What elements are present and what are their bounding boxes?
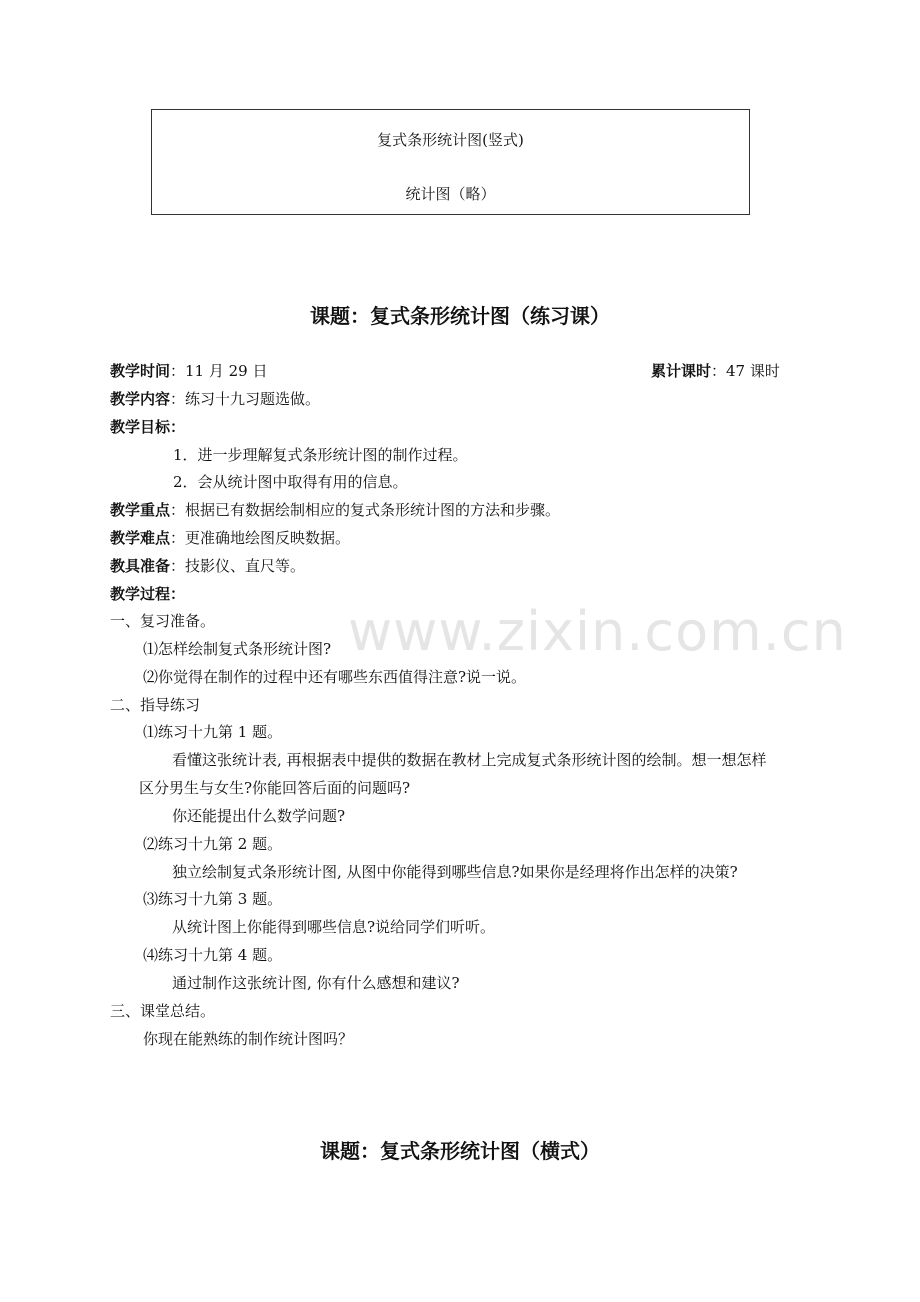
section-1-question-1: ⑴怎样绘制复式条形统计图? (143, 640, 332, 658)
teaching-process (110, 584, 185, 604)
lesson-title-practice: 课题：复式条形统计图（练习课） (310, 304, 610, 328)
key-points-value: ：根据已有数据绘制相应的复式条形统计图的方法和步骤。 (170, 501, 561, 519)
difficulty-label: 教学难点 (110, 529, 171, 547)
teaching-content-value: ：练习十九习题选做。 (170, 390, 321, 408)
section-3-text: 你现在能熟练的制作统计图吗？ (143, 1030, 354, 1048)
exercise-4-text: 通过制作这张统计图, 你有什么感想和建议? (172, 974, 460, 992)
goal-item-1: 1．进一步理解复式条形统计图的制作过程。 (173, 446, 468, 464)
tools-value: ：技影仪、直尺等。 (170, 557, 306, 575)
teaching-content-label: 教学内容 (110, 390, 171, 408)
exercise-1-text-c: 你还能提出什么数学问题? (172, 807, 346, 825)
total-hours (651, 361, 780, 381)
teaching-goals-label: 教学目标 (110, 418, 171, 436)
total-hours-label: 累计课时 (651, 362, 712, 380)
teaching-time-label: 教学时间 (110, 362, 171, 380)
exercise-1-text-a: 看懂这张统计表, 再根据表中提供的数据在教材上完成复式条形统计图的绘制。想一想怎样 (172, 751, 767, 769)
goal-item-2: 2．会从统计图中取得有用的信息。 (173, 473, 408, 491)
section-2-heading: 二、指导练习 (110, 696, 201, 714)
tools-label: 教具准备 (110, 557, 171, 575)
teaching-goals (110, 417, 185, 437)
tools (110, 556, 305, 576)
lesson-title-horizontal: 课题：复式条形统计图（横式） (320, 1139, 600, 1163)
box-title: 复式条形统计图(竖式) (377, 131, 524, 149)
teaching-content (110, 389, 320, 409)
box-note: 统计图（略） (405, 185, 496, 203)
summary-box (151, 109, 750, 215)
section-3-heading: 三、课堂总结。 (110, 1002, 216, 1020)
watermark: www.zixin.com.cn (348, 600, 847, 663)
teaching-process-colon: ： (170, 585, 186, 603)
key-points-label: 教学重点 (110, 501, 171, 519)
exercise-2: ⑵练习十九第 2 题。 (143, 835, 283, 853)
teaching-time-value: ：11 月 29 日 (170, 362, 268, 380)
difficulty (110, 528, 350, 548)
teaching-goals-colon: ： (170, 418, 186, 436)
difficulty-value: ：更准确地绘图反映数据。 (170, 529, 351, 547)
key-points (110, 500, 560, 520)
teaching-process-label: 教学过程 (110, 585, 171, 603)
total-hours-value: ：47 课时 (711, 362, 780, 380)
section-1-heading: 一、复习准备。 (110, 612, 216, 630)
exercise-3-text: 从统计图上你能得到哪些信息?说给同学们听听。 (172, 918, 496, 936)
exercise-1-text-b: 区分男生与女生?你能回答后面的问题吗? (139, 779, 411, 797)
teaching-time (110, 361, 268, 381)
exercise-4: ⑷练习十九第 4 题。 (143, 946, 283, 964)
exercise-2-text: 独立绘制复式条形统计图, 从图中你能得到哪些信息?如果你是经理将作出怎样的决策? (172, 863, 738, 881)
section-1-question-2: ⑵你觉得在制作的过程中还有哪些东西值得注意?说一说。 (143, 668, 527, 686)
exercise-3: ⑶练习十九第 3 题。 (143, 890, 283, 908)
exercise-1: ⑴练习十九第 1 题。 (143, 723, 283, 741)
